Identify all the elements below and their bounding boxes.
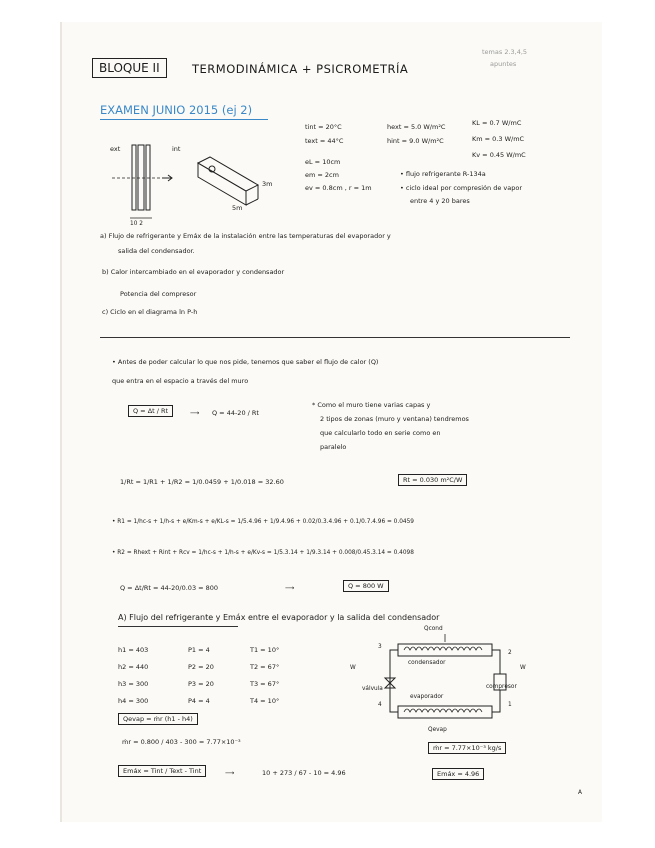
p2-value: P2 = 20 <box>188 663 214 671</box>
data-hint: hint = 9.0 W/m²C <box>387 137 444 145</box>
question-a: a) Flujo de refrigerante y Emáx de la instalación entre las temperaturas del evaporador y <box>100 232 391 240</box>
eq-r2: • R2 = Rhext + Rint + Rcv = 1/hc-s + 1/h-s + e/Kv-s = 1/5.3.14 + 1/9.3.14 + 0.008/0.45.3.14 = 0.4098 <box>112 550 414 556</box>
state-3-label: 3 <box>378 644 382 650</box>
question-b-cont: Potencia del compresor <box>120 290 197 298</box>
q-cond-label: Qcond <box>424 626 443 632</box>
eq-q-value: Q = Δt/Rt = 44-20/0.03 = 800 <box>120 584 219 592</box>
emax-result <box>432 768 484 780</box>
block-label-text: BLOQUE II <box>99 61 160 75</box>
rt-result <box>398 474 467 486</box>
mass-flow-result <box>428 742 506 754</box>
q-evap-label: Qevap <box>428 727 447 733</box>
question-c: c) Ciclo en el diagrama ln P-h <box>102 308 198 316</box>
evaporator-label: evaporador <box>410 694 444 700</box>
part-a-heading: A) Flujo del refrigerante y Emáx entre el evaporador y la salida del condensador <box>118 613 440 622</box>
state-4-label: 4 <box>378 702 382 708</box>
emax-formula <box>118 765 206 777</box>
q-result-text: Q = 800 W <box>348 582 384 590</box>
data-tint: tint = 20°C <box>305 123 342 131</box>
p1-value: P1 = 4 <box>188 646 210 654</box>
eq-heat-flow <box>128 405 173 417</box>
solution-intro-1: • Antes de poder calcular lo que nos pide, tenemos que saber el flujo de calor (Q) <box>112 358 379 366</box>
h3-value: h3 = 300 <box>118 680 149 688</box>
q-evap-formula-text: Qevap = ṁr (h1 - h4) <box>123 715 193 723</box>
data-note-cycle: • ciclo ideal por compresión de vapor <box>400 184 523 192</box>
note-walls-3: que calcularlo todo en serie como en <box>320 429 441 437</box>
refrigeration-cycle-diagram <box>370 628 530 728</box>
note-walls-1: * Como el muro tiene varias capas y <box>312 401 431 409</box>
topic-note: temas 2.3,4,5 <box>482 48 528 56</box>
state-1-label: 1 <box>508 702 512 708</box>
emax-calc: 10 + 273 / 67 - 10 = 4.96 <box>262 769 346 777</box>
plate-width-label: 5m <box>232 204 243 212</box>
valve-label: válvula <box>362 686 383 692</box>
arrow-1: ⟶ <box>190 409 200 417</box>
data-kl: KL = 0.7 W/mC <box>472 119 522 127</box>
data-el: eL = 10cm <box>305 158 341 166</box>
data-note-pressures: entre 4 y 20 bares <box>410 197 470 205</box>
compressor-label: compresor <box>486 684 517 690</box>
note-walls-4: paralelo <box>320 443 347 451</box>
exam-title-underline <box>100 119 268 120</box>
t1-value: T1 = 10° <box>250 646 280 654</box>
part-a-underline <box>118 626 238 627</box>
eq-total-resistance: 1/Rt = 1/R1 + 1/R2 = 1/0.0459 + 1/0.018 = 32.60 <box>120 478 284 486</box>
data-km: Km = 0.3 W/mC <box>472 135 525 143</box>
emax-result-text: Emáx = 4.96 <box>437 770 480 778</box>
section-divider <box>100 337 570 338</box>
block-label <box>92 58 167 78</box>
emax-formula-text: Emáx = Tint / Text - Tint <box>123 767 202 775</box>
data-em: em = 2cm <box>305 171 339 179</box>
work-left-label: W <box>350 665 356 671</box>
solution-intro-2: que entra en el espacio a través del muro <box>112 377 249 385</box>
data-note-refrigerant: • flujo refrigerante R-134a <box>400 170 486 178</box>
work-right-label: W <box>520 665 526 671</box>
t4-value: T4 = 10° <box>250 697 280 705</box>
arrow-3: ⟶ <box>225 769 235 777</box>
t3-value: T3 = 67° <box>250 680 280 688</box>
eq-r1: • R1 = 1/hc-s + 1/h-s + e/Km-s + e/KL-s = 1/5.4.96 + 1/9.4.96 + 0.02/0.3.4.96 + 0.1/0.7.4.96 = 0.0459 <box>112 519 414 525</box>
topic-subnote: apuntes <box>490 60 517 68</box>
state-2-label: 2 <box>508 650 512 656</box>
data-ev: ev = 0.8cm , r = 1m <box>305 184 372 192</box>
h1-value: h1 = 403 <box>118 646 149 654</box>
arrow-2: ⟶ <box>285 584 295 592</box>
p3-value: P3 = 20 <box>188 680 214 688</box>
note-walls-2: 2 tipos de zonas (muro y ventana) tendremos <box>320 415 469 423</box>
data-kv: Kv = 0.45 W/mC <box>472 151 526 159</box>
t2-value: T2 = 67° <box>250 663 280 671</box>
wall-ext-label: ext <box>110 145 121 153</box>
data-hext: hext = 5.0 W/m²C <box>387 123 446 131</box>
q-result <box>343 580 389 592</box>
mass-flow-result-text: ṁr = 7.77×10⁻³ kg/s <box>433 744 502 752</box>
wall-thickness-label: 10 2 <box>130 221 143 227</box>
page-number: A <box>578 790 582 796</box>
eq-heat-flow-sub: Q = 44-20 / Rt <box>212 409 259 417</box>
condenser-label: condensador <box>408 660 446 666</box>
h4-value: h4 = 300 <box>118 697 149 705</box>
h2-value: h2 = 440 <box>118 663 149 671</box>
plate-height-label: 3m <box>262 180 273 188</box>
q-evap-formula <box>118 713 198 725</box>
rt-result-text: Rt = 0.030 m²C/W <box>403 476 463 484</box>
wall-int-label: int <box>172 145 181 153</box>
question-b: b) Calor intercambiado en el evaporador y condensador <box>102 268 285 276</box>
eq-heat-flow-text: Q = Δt / Rt <box>133 407 169 415</box>
question-a-cont: salida del condensador. <box>118 247 195 255</box>
wall-section-diagram <box>112 140 192 230</box>
exam-title: EXAMEN JUNIO 2015 (ej 2) <box>100 103 253 117</box>
mass-flow-calc: ṁr = 0.800 / 403 - 300 = 7.77×10⁻³ <box>122 738 241 746</box>
page-title: TERMODINÁMICA + PSICROMETRÍA <box>192 62 409 76</box>
p4-value: P4 = 4 <box>188 697 210 705</box>
data-text: text = 44°C <box>305 137 344 145</box>
